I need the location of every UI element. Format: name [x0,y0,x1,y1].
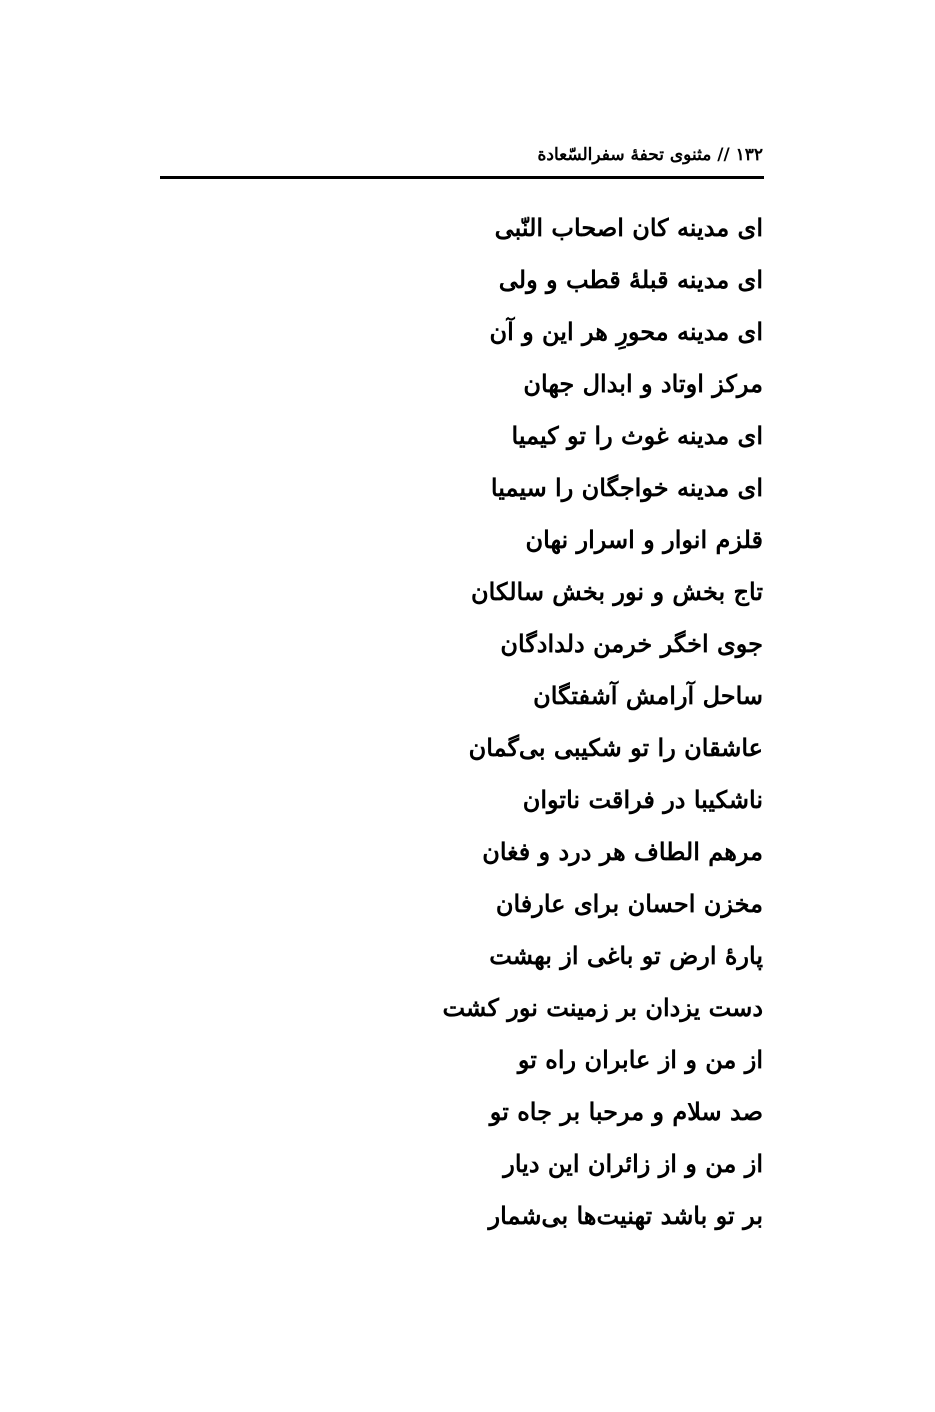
verse-line: قلزم انوار و اسرار نهان [525,525,763,554]
running-head: ۱۳۲ // مثنوی تحفهٔ سفرالسّعادة [537,145,763,165]
verse-line: صد سلام و مرحبا بر جاه تو [489,1097,763,1126]
verse-line: جوی اخگر خرمن دلدادگان [500,629,763,658]
verse-line: پارهٔ ارض تو باغی از بهشت [489,941,763,970]
verse-line: عاشقان را تو شکیبی بی‌گمان [468,733,763,762]
verse-line: مخزن احسان برای عارفان [495,889,763,918]
verse-line: از من و از عابران راه تو [517,1045,763,1074]
verse-line: ناشکیبا در فراقت ناتوان [522,785,763,814]
verse-line: ای مدینه محورِ هر این و آن [489,317,763,346]
verse-line: مرهم الطاف هر درد و فغان [482,837,763,866]
verse-line: ای مدینه خواجگان را سیمیا [490,473,763,502]
verse-line: ای مدینه قبلهٔ قطب و ولی [498,265,763,294]
verse-line: مرکز اوتاد و ابدال جهان [523,369,763,398]
verse-line: از من و از زائران این دیار [503,1149,763,1178]
verse-line: دست یزدان بر زمینت نور کشت [442,993,763,1022]
verse-line: ای مدینه غوث را تو کیمیا [511,421,763,450]
verse-line: بر تو باشد تهنیت‌ها بی‌شمار [488,1201,763,1230]
poem-verses [442,206,763,1246]
verse-line: تاج بخش و نور بخش سالکان [471,577,763,606]
verse-line: ساحل آرامش آشفتگان [533,681,763,710]
verse-line: ای مدینه کان اصحاب النّبی [494,213,763,242]
header-rule [160,176,764,179]
